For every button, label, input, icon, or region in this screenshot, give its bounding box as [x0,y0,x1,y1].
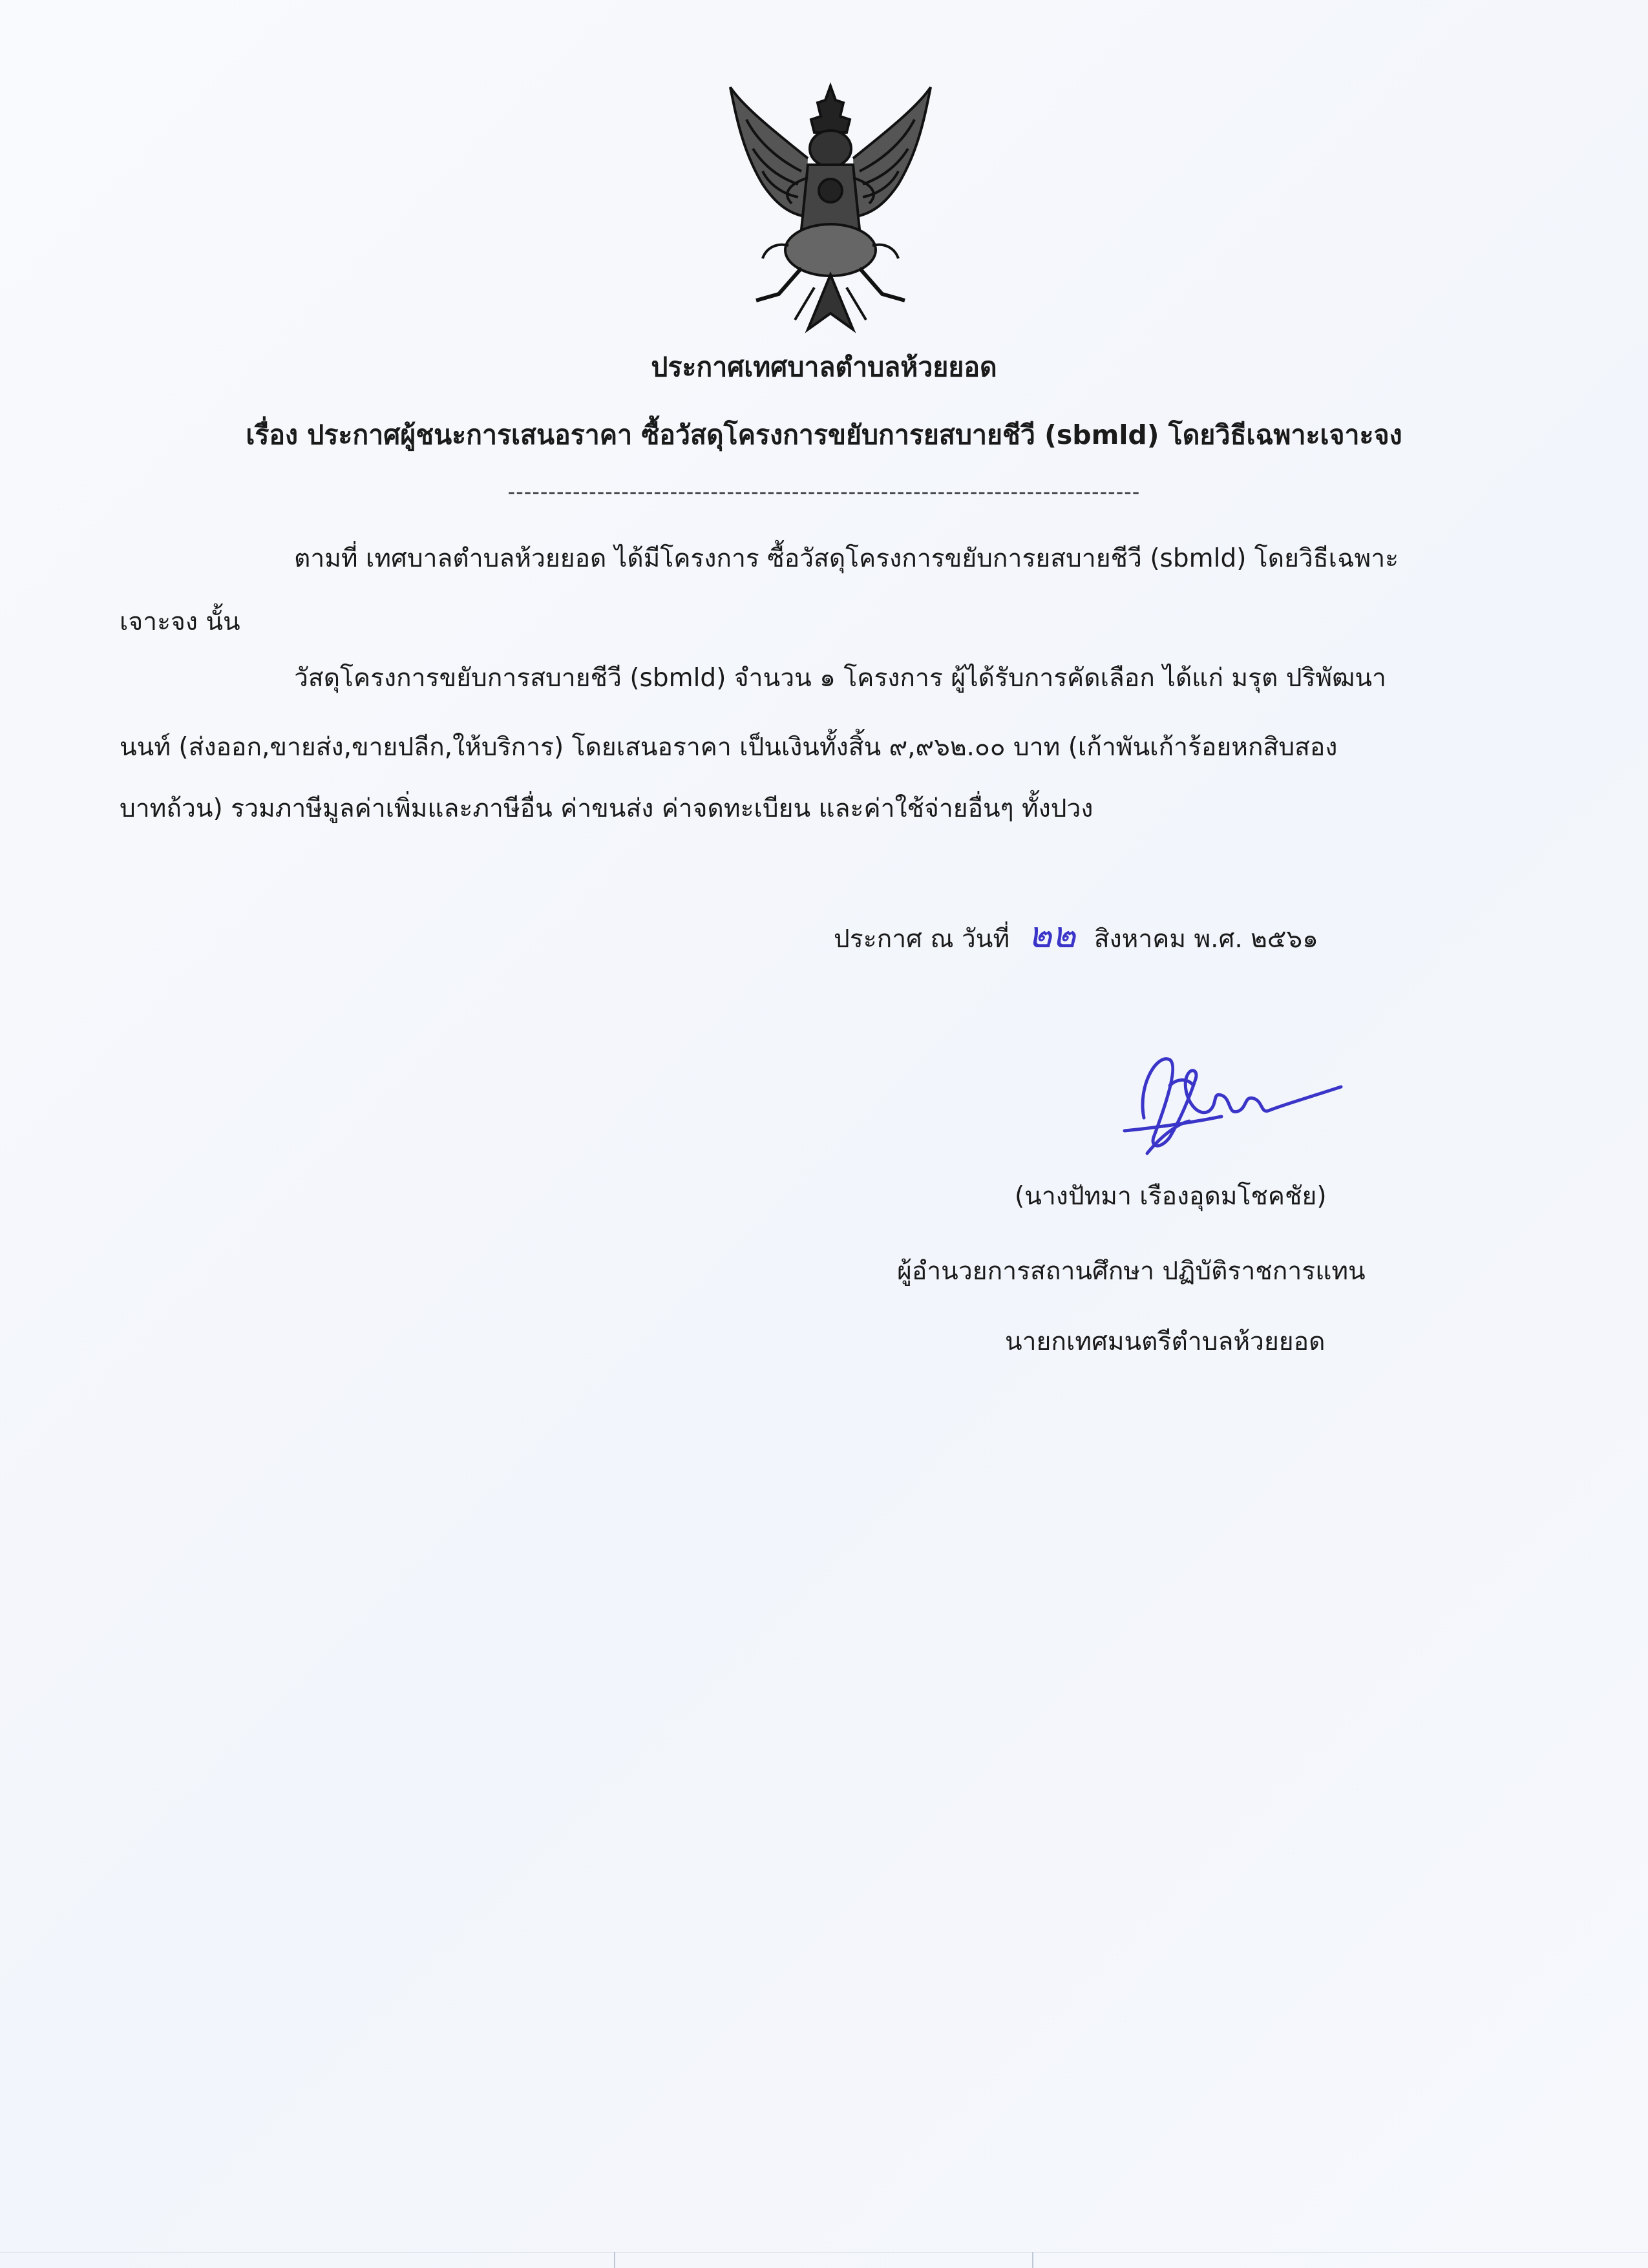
date-prefix: ประกาศ ณ วันที่ [834,925,1010,954]
garuda-emblem-icon [717,81,944,336]
announcement-subject: เรื่อง ประกาศผู้ชนะการเสนอราคา ซื้อวัสดุโครงการขยับการยสบายชีวี (sbmld) โดยวิธีเฉพาะเจาะจง [246,419,1402,450]
signer-name: (นางปัทมา เรืองอุดมโชคชัย) [1015,1182,1327,1211]
paragraph-2-line-1: วัสดุโครงการขยับการสบายชีวี (sbmld) จำนวน ๑ โครงการ ผู้ได้รับการคัดเลือก ได้แก่ มรุต ปริพัฒนา [294,664,1386,693]
paragraph-1-line-1: ตามที่ เทศบาลตำบลห้วยยอด ได้มีโครงการ ซื้อวัสดุโครงการขยับการยสบายชีวี (sbmld) โดยวิธีเฉพาะ [294,544,1399,573]
announcement-title: ประกาศเทศบาลตำบลห้วยยอด [651,352,997,383]
scan-fold-mark [1032,2252,1033,2268]
date-suffix: สิงหาคม พ.ศ. ๒๕๖๑ [1093,925,1318,954]
signer-office: นายกเทศมนตรีตำบลห้วยยอด [1005,1327,1326,1356]
scan-bottom-edge [0,2252,1648,2253]
scan-fold-mark [614,2252,615,2268]
handwritten-day: ๒๒ [1028,914,1076,956]
paragraph-2-line-2: นนท์ (ส่งออก,ขายส่ง,ขายปลีก,ให้บริการ) โดยเสนอราคา เป็นเงินทั้งสิ้น ๙,๙๖๒.๐๐ บาท (เก้าพันเก้าร้อยหกสิบสอง [120,733,1338,762]
signer-position: ผู้อำนวยการสถานศึกษา ปฏิบัติราชการแทน [897,1257,1366,1286]
handwritten-signature [1099,1040,1344,1176]
paragraph-1-line-2: เจาะจง นั้น [120,607,240,636]
dashed-divider: ------------------------------------------------------------------------------ [507,479,1141,504]
announcement-date [834,916,1318,959]
paragraph-2-line-3: บาทถ้วน) รวมภาษีมูลค่าเพิ่มและภาษีอื่น ค่าขนส่ง ค่าจดทะเบียน และค่าใช้จ่ายอื่นๆ ทั้งปวง [120,794,1093,823]
